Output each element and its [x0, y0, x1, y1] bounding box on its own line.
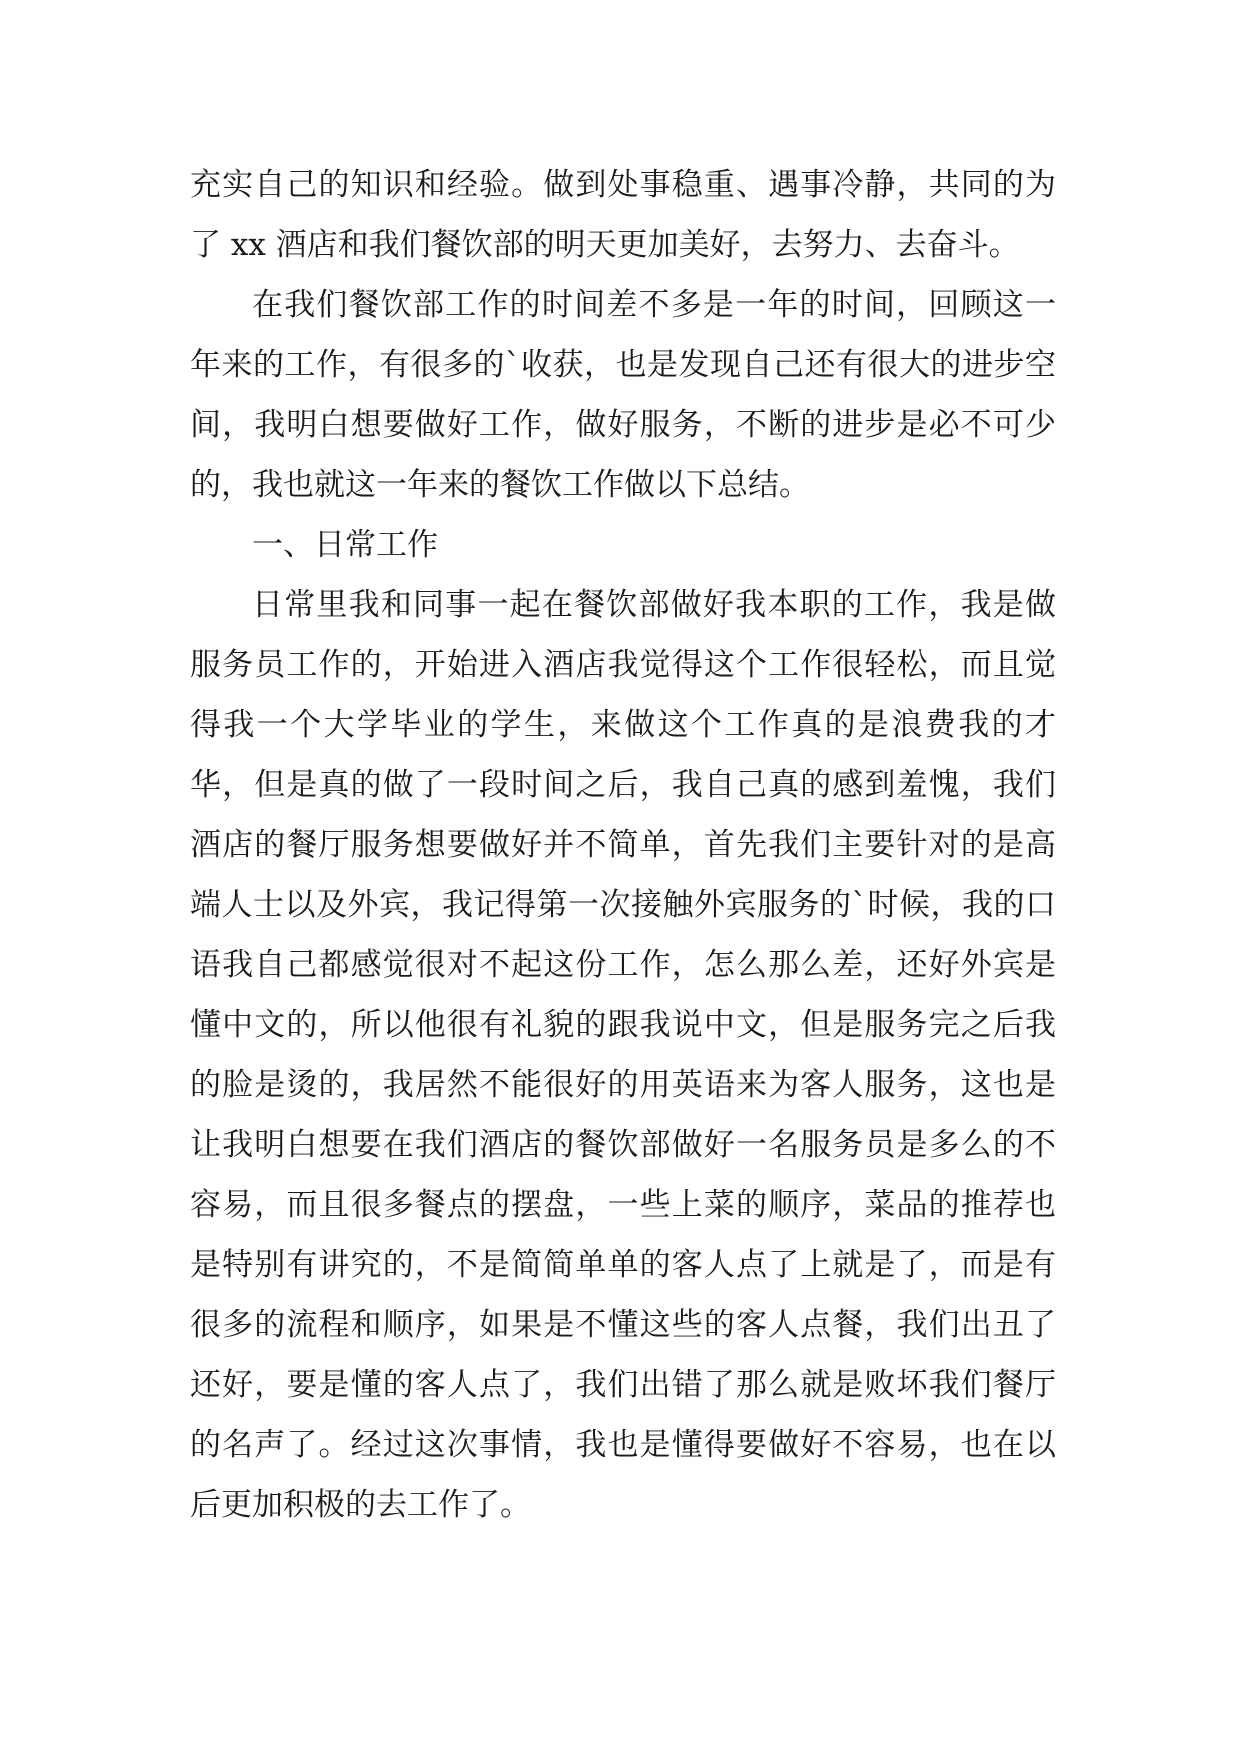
- document-body: [190, 155, 1056, 1535]
- paragraph-intro-continued: 充实自己的知识和经验。做到处事稳重、遇事冷静，共同的为了 xx 酒店和我们餐饮部的明天更加美好，去努力、去奋斗。: [190, 167, 1056, 263]
- section-heading-daily-work: 一、日常工作: [252, 527, 438, 563]
- paragraph-daily-work: 日常里我和同事一起在餐饮部做好我本职的工作，我是做服务员工作的，开始进入酒店我觉得这个工作很轻松，而且觉得我一个大学毕业的学生，来做这个工作真的是浪费我的才华，但是真的做了一段时间之后，我自己真的感到羞愧，我们酒店的餐厅服务想要做好并不简单，首先我们主要针对的是高端人士以及外宾，我记得第一次接触外宾服务的`时候，我的口语我自己都感觉很对不起这份工作，怎么那么差，还好外宾是懂中文的，所以他很有礼貌的跟我说中文，但是服务完之后我的脸是烫的，我居然不能很好的用英语来为客人服务，这也是让我明白想要在我们酒店的餐饮部做好一名服务员是多么的不容易，而且很多餐点的摆盘，一些上菜的顺序，菜品的推荐也是特别有讲究的，不是简简单单的客人点了上就是了，而是有很多的流程和顺序，如果是不懂这些的客人点餐，我们出丑了还好，要是懂的客人点了，我们出错了那么就是败坏我们餐厅的名声了。经过这次事情，我也是懂得要做好不容易，也在以后更加积极的去工作了。: [190, 587, 1056, 1523]
- paragraph-review: 在我们餐饮部工作的时间差不多是一年的时间，回顾这一年来的工作，有很多的`收获，也是发现自己还有很大的进步空间，我明白想要做好工作，做好服务，不断的进步是必不可少的，我也就这一年来的餐饮工作做以下总结。: [190, 287, 1056, 503]
